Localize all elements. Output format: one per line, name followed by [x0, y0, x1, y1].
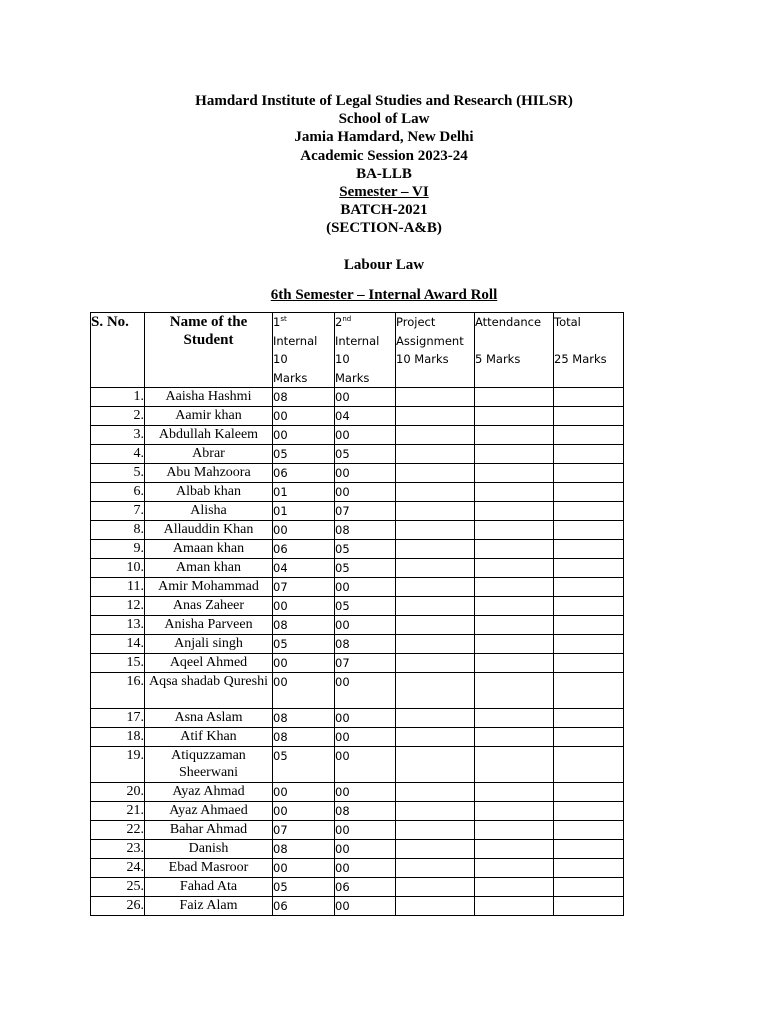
student-serial-number: 21.: [91, 802, 145, 821]
internal-2-marks: 00: [335, 578, 396, 597]
student-serial-number: 20.: [91, 783, 145, 802]
table-row: [91, 654, 624, 673]
internal-2-marks: 07: [335, 502, 396, 521]
student-name: Faiz Alam: [145, 897, 273, 916]
internal-1-marks: 08: [273, 388, 335, 407]
table-row: [91, 559, 624, 578]
total-marks: [554, 597, 624, 616]
student-name: Ayaz Ahmad: [145, 783, 273, 802]
student-serial-number: 25.: [91, 878, 145, 897]
internal-2-marks: 07: [335, 654, 396, 673]
table-row: [91, 521, 624, 540]
total-marks: [554, 802, 624, 821]
student-serial-number: 16.: [91, 673, 145, 709]
student-name: Amaan khan: [145, 540, 273, 559]
total-marks: [554, 709, 624, 728]
attendance-marks: [475, 635, 554, 654]
total-marks: [554, 578, 624, 597]
project-marks: [396, 407, 475, 426]
project-marks: [396, 728, 475, 747]
student-name: Danish: [145, 840, 273, 859]
internal-1-marks: 06: [273, 464, 335, 483]
student-serial-number: 8.: [91, 521, 145, 540]
total-marks: [554, 388, 624, 407]
project-marks: [396, 502, 475, 521]
internal-1-marks: 00: [273, 802, 335, 821]
internal-2-marks: 00: [335, 821, 396, 840]
student-serial-number: 24.: [91, 859, 145, 878]
header-internal-1: 1st Internal 10 Marks: [273, 313, 335, 388]
table-row: [91, 540, 624, 559]
internal-1-marks: 00: [273, 407, 335, 426]
total-marks: [554, 464, 624, 483]
internal-2-marks: 00: [335, 709, 396, 728]
table-row: [91, 783, 624, 802]
table-row: [91, 673, 624, 709]
student-name: Albab khan: [145, 483, 273, 502]
table-row: [91, 388, 624, 407]
internal-1-marks: 05: [273, 445, 335, 464]
internal-2-marks: 00: [335, 728, 396, 747]
attendance-marks: [475, 821, 554, 840]
project-marks: [396, 709, 475, 728]
internal-1-marks: 00: [273, 426, 335, 445]
total-marks: [554, 821, 624, 840]
table-row: [91, 616, 624, 635]
attendance-marks: [475, 728, 554, 747]
attendance-marks: [475, 859, 554, 878]
institute-name: Hamdard Institute of Legal Studies and Research (HILSR): [195, 93, 573, 109]
attendance-marks: [475, 597, 554, 616]
student-serial-number: 6.: [91, 483, 145, 502]
table-header-row: [91, 313, 624, 388]
internal-2-marks: 00: [335, 840, 396, 859]
attendance-marks: [475, 445, 554, 464]
project-marks: [396, 783, 475, 802]
student-serial-number: 19.: [91, 747, 145, 783]
student-name: Atif Khan: [145, 728, 273, 747]
internal-1-marks: 07: [273, 821, 335, 840]
internal-1-marks: 00: [273, 597, 335, 616]
internal-2-marks: 00: [335, 426, 396, 445]
total-marks: [554, 540, 624, 559]
internal-2-marks: 08: [335, 802, 396, 821]
header-student-name: Name of the Student: [145, 313, 273, 388]
project-marks: [396, 426, 475, 445]
project-marks: [396, 521, 475, 540]
project-marks: [396, 635, 475, 654]
student-serial-number: 23.: [91, 840, 145, 859]
internal-1-marks: 06: [273, 897, 335, 916]
total-marks: [554, 635, 624, 654]
student-name: Anisha Parveen: [145, 616, 273, 635]
project-marks: [396, 388, 475, 407]
program-name: BA-LLB: [356, 165, 412, 182]
total-marks: [554, 559, 624, 578]
total-marks: [554, 728, 624, 747]
total-marks: [554, 502, 624, 521]
table-row: [91, 464, 624, 483]
internal-2-marks: 00: [335, 897, 396, 916]
table-row: [91, 878, 624, 897]
internal-2-marks: 00: [335, 464, 396, 483]
attendance-marks: [475, 426, 554, 445]
table-row: [91, 747, 624, 783]
student-name: Fahad Ata: [145, 878, 273, 897]
attendance-marks: [475, 673, 554, 709]
academic-session: Academic Session 2023-24: [300, 147, 468, 164]
attendance-marks: [475, 897, 554, 916]
student-serial-number: 9.: [91, 540, 145, 559]
student-name: Amir Mohammad: [145, 578, 273, 597]
student-serial-number: 14.: [91, 635, 145, 654]
section-label: (SECTION-A&B): [326, 220, 442, 237]
project-marks: [396, 540, 475, 559]
project-marks: [396, 878, 475, 897]
internal-1-marks: 05: [273, 747, 335, 783]
table-row: [91, 802, 624, 821]
internal-1-marks: 05: [273, 635, 335, 654]
table-row: [91, 502, 624, 521]
student-name: Aaisha Hashmi: [145, 388, 273, 407]
table-row: [91, 709, 624, 728]
student-serial-number: 10.: [91, 559, 145, 578]
internal-1-marks: 00: [273, 783, 335, 802]
header-sno: S. No.: [91, 313, 145, 388]
internal-1-marks: 07: [273, 578, 335, 597]
student-serial-number: 26.: [91, 897, 145, 916]
internal-1-marks: 05: [273, 878, 335, 897]
project-marks: [396, 445, 475, 464]
attendance-marks: [475, 521, 554, 540]
total-marks: [554, 783, 624, 802]
attendance-marks: [475, 407, 554, 426]
attendance-marks: [475, 388, 554, 407]
header-internal-2: 2nd Internal 10 Marks: [335, 313, 396, 388]
student-serial-number: 12.: [91, 597, 145, 616]
internal-2-marks: 00: [335, 616, 396, 635]
internal-2-marks: 00: [335, 859, 396, 878]
attendance-marks: [475, 747, 554, 783]
attendance-marks: [475, 483, 554, 502]
internal-2-marks: 06: [335, 878, 396, 897]
student-serial-number: 2.: [91, 407, 145, 426]
student-name: Anjali singh: [145, 635, 273, 654]
student-name: Asna Aslam: [145, 709, 273, 728]
internal-1-marks: 08: [273, 616, 335, 635]
student-name: Aqsa shadab Qureshi: [145, 673, 273, 709]
table-row: [91, 728, 624, 747]
attendance-marks: [475, 783, 554, 802]
header-project-assignment: Project Assignment 10 Marks: [396, 313, 475, 388]
total-marks: [554, 654, 624, 673]
internal-2-marks: 08: [335, 521, 396, 540]
internal-1-marks: 08: [273, 840, 335, 859]
attendance-marks: [475, 878, 554, 897]
project-marks: [396, 802, 475, 821]
project-marks: [396, 483, 475, 502]
table-row: [91, 483, 624, 502]
internal-1-marks: 01: [273, 502, 335, 521]
student-serial-number: 13.: [91, 616, 145, 635]
project-marks: [396, 654, 475, 673]
internal-1-marks: 00: [273, 673, 335, 709]
student-serial-number: 7.: [91, 502, 145, 521]
attendance-marks: [475, 559, 554, 578]
table-row: [91, 897, 624, 916]
total-marks: [554, 616, 624, 635]
internal-1-marks: 00: [273, 521, 335, 540]
internal-2-marks: 00: [335, 783, 396, 802]
student-serial-number: 15.: [91, 654, 145, 673]
project-marks: [396, 747, 475, 783]
attendance-marks: [475, 654, 554, 673]
project-marks: [396, 840, 475, 859]
internal-2-marks: 00: [335, 388, 396, 407]
document-header: [0, 92, 768, 304]
student-name: Ayaz Ahmaed: [145, 802, 273, 821]
table-row: [91, 635, 624, 654]
project-marks: [396, 578, 475, 597]
project-marks: [396, 559, 475, 578]
student-serial-number: 17.: [91, 709, 145, 728]
table-row: [91, 859, 624, 878]
internal-2-marks: 05: [335, 445, 396, 464]
total-marks: [554, 673, 624, 709]
header-total: Total 25 Marks: [554, 313, 624, 388]
internal-1-marks: 00: [273, 859, 335, 878]
student-name: Abrar: [145, 445, 273, 464]
internal-2-marks: 08: [335, 635, 396, 654]
table-row: [91, 597, 624, 616]
student-serial-number: 4.: [91, 445, 145, 464]
internal-2-marks: 05: [335, 597, 396, 616]
table-row: [91, 445, 624, 464]
total-marks: [554, 859, 624, 878]
project-marks: [396, 616, 475, 635]
school-name: School of Law: [338, 111, 430, 128]
batch-label: BATCH-2021: [340, 202, 428, 219]
student-name: Aqeel Ahmed: [145, 654, 273, 673]
semester-label: Semester – VI: [339, 184, 429, 201]
project-marks: [396, 673, 475, 709]
internal-1-marks: 08: [273, 728, 335, 747]
total-marks: [554, 840, 624, 859]
internal-2-marks: 05: [335, 540, 396, 559]
attendance-marks: [475, 802, 554, 821]
student-name: Abdullah Kaleem: [145, 426, 273, 445]
student-serial-number: 22.: [91, 821, 145, 840]
subject-name: Labour Law: [343, 256, 425, 273]
student-serial-number: 11.: [91, 578, 145, 597]
internal-2-marks: 00: [335, 673, 396, 709]
total-marks: [554, 483, 624, 502]
internal-2-marks: 00: [335, 747, 396, 783]
student-serial-number: 18.: [91, 728, 145, 747]
project-marks: [396, 597, 475, 616]
student-name: Atiquzzaman Sheerwani: [145, 747, 273, 783]
total-marks: [554, 426, 624, 445]
project-marks: [396, 859, 475, 878]
table-row: [91, 578, 624, 597]
student-serial-number: 3.: [91, 426, 145, 445]
student-name: Aamir khan: [145, 407, 273, 426]
student-name: Abu Mahzoora: [145, 464, 273, 483]
award-roll-table: [90, 312, 624, 916]
project-marks: [396, 464, 475, 483]
attendance-marks: [475, 464, 554, 483]
internal-1-marks: 00: [273, 654, 335, 673]
total-marks: [554, 445, 624, 464]
table-row: [91, 840, 624, 859]
total-marks: [554, 521, 624, 540]
table-row: [91, 407, 624, 426]
total-marks: [554, 407, 624, 426]
project-marks: [396, 821, 475, 840]
header-attendance: Attendance 5 Marks: [475, 313, 554, 388]
attendance-marks: [475, 540, 554, 559]
total-marks: [554, 897, 624, 916]
student-name: Alisha: [145, 502, 273, 521]
student-name: Bahar Ahmad: [145, 821, 273, 840]
attendance-marks: [475, 709, 554, 728]
roll-title: 6th Semester – Internal Award Roll: [270, 286, 498, 303]
attendance-marks: [475, 578, 554, 597]
internal-2-marks: 00: [335, 483, 396, 502]
attendance-marks: [475, 616, 554, 635]
student-name: Anas Zaheer: [145, 597, 273, 616]
internal-2-marks: 04: [335, 407, 396, 426]
student-name: Aman khan: [145, 559, 273, 578]
total-marks: [554, 747, 624, 783]
internal-1-marks: 01: [273, 483, 335, 502]
student-name: Allauddin Khan: [145, 521, 273, 540]
internal-2-marks: 05: [335, 559, 396, 578]
university-name: Jamia Hamdard, New Delhi: [294, 129, 474, 146]
table-row: [91, 426, 624, 445]
student-serial-number: 1.: [91, 388, 145, 407]
internal-1-marks: 08: [273, 709, 335, 728]
attendance-marks: [475, 502, 554, 521]
internal-1-marks: 04: [273, 559, 335, 578]
total-marks: [554, 878, 624, 897]
student-serial-number: 5.: [91, 464, 145, 483]
attendance-marks: [475, 840, 554, 859]
internal-1-marks: 06: [273, 540, 335, 559]
project-marks: [396, 897, 475, 916]
student-name: Ebad Masroor: [145, 859, 273, 878]
table-row: [91, 821, 624, 840]
